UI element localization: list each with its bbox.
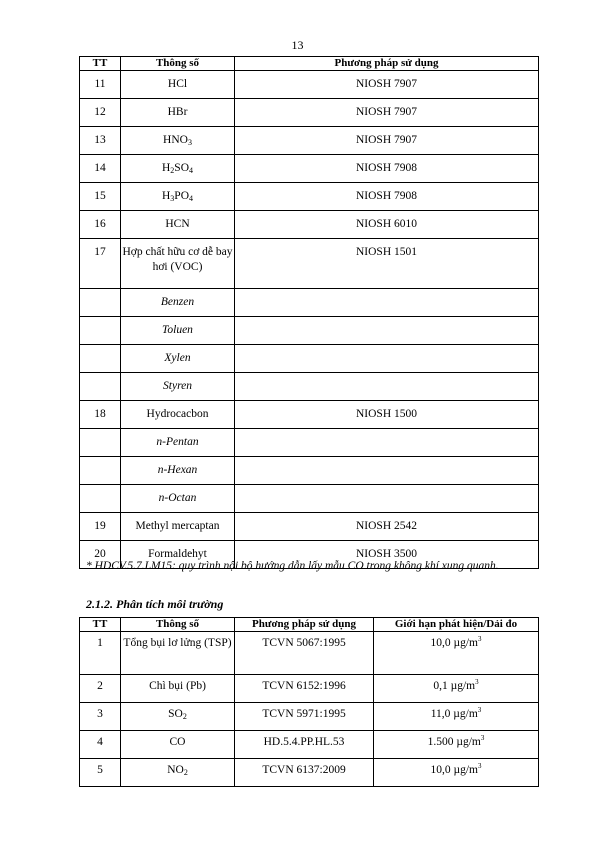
table-row xyxy=(80,485,539,513)
cell-tt: 3 xyxy=(80,703,121,731)
cell-method: HD.5.4.PP.HL.53 xyxy=(235,731,374,759)
unit-superscript: 3 xyxy=(477,706,482,714)
cell-method: NIOSH 7908 xyxy=(235,155,539,183)
formula-text: PO xyxy=(174,190,189,202)
cell-tt: 19 xyxy=(80,513,121,541)
limit-value: 10,0 xyxy=(430,637,451,649)
cell-tt: 17 xyxy=(80,239,121,289)
limit-unit: µg/m xyxy=(450,680,476,692)
cell-param: CO xyxy=(121,731,235,759)
table-row xyxy=(80,155,539,183)
formula-subscript: 2 xyxy=(183,768,188,777)
cell-param: Methyl mercaptan xyxy=(121,513,235,541)
limit-value: 10,0 xyxy=(430,764,451,776)
cell-tt: 18 xyxy=(80,401,121,429)
cell-tt xyxy=(80,289,121,317)
cell-limit xyxy=(374,731,539,759)
table-row xyxy=(80,183,539,211)
header-parameter: Thông số xyxy=(121,57,235,71)
cell-method: NIOSH 3500 xyxy=(235,541,539,569)
cell-param: Chì bụi (Pb) xyxy=(121,675,235,703)
header-tt: TT xyxy=(80,618,121,632)
table-row xyxy=(80,731,539,759)
limit-value: 1.500 xyxy=(427,736,454,748)
cell-method: NIOSH 6010 xyxy=(235,211,539,239)
cell-param: Toluen xyxy=(121,317,235,345)
cell-method xyxy=(235,373,539,401)
limit-value: 11,0 xyxy=(430,708,451,720)
cell-method: NIOSH 1500 xyxy=(235,401,539,429)
limit-unit: µg/m xyxy=(453,637,479,649)
cell-method xyxy=(235,457,539,485)
table-row xyxy=(80,703,539,731)
header-tt: TT xyxy=(80,57,121,71)
cell-param: HCl xyxy=(121,71,235,99)
cell-param: HBr xyxy=(121,99,235,127)
cell-tt: 2 xyxy=(80,675,121,703)
footnote: * HDCV.5.7.LM15: quy trình nội bộ hướng dẫn lấy mẫu CO trong không khí xung quanh. xyxy=(86,560,499,572)
cell-limit xyxy=(374,675,539,703)
cell-param: n-Pentan xyxy=(121,429,235,457)
formula-text: SO xyxy=(174,162,189,174)
unit-superscript: 3 xyxy=(480,734,485,742)
cell-param xyxy=(121,703,235,731)
table-row xyxy=(80,513,539,541)
cell-method: NIOSH 7907 xyxy=(235,127,539,155)
cell-limit xyxy=(374,632,539,675)
page-number: 13 xyxy=(291,38,304,52)
cell-method: TCVN 6137:2009 xyxy=(235,759,374,787)
cell-param: Styren xyxy=(121,373,235,401)
formula-text: SO xyxy=(168,708,183,720)
formula-text: HNO xyxy=(163,134,188,146)
formula-subscript: 2 xyxy=(182,712,187,721)
cell-tt: 5 xyxy=(80,759,121,787)
cell-param: n-Hexan xyxy=(121,457,235,485)
cell-method xyxy=(235,345,539,373)
cell-tt: 13 xyxy=(80,127,121,155)
formula-subscript: 3 xyxy=(170,194,175,203)
header-parameter: Thông số xyxy=(121,618,235,632)
formula-subscript: 3 xyxy=(187,138,192,147)
cell-param: Tổng bụi lơ lửng (TSP) xyxy=(121,632,235,675)
cell-tt xyxy=(80,429,121,457)
cell-tt: 15 xyxy=(80,183,121,211)
cell-param xyxy=(121,759,235,787)
table-row xyxy=(80,239,539,289)
header-detection-limit: Giới hạn phát hiện/Dải đo xyxy=(374,618,539,632)
cell-limit xyxy=(374,759,539,787)
unit-superscript: 3 xyxy=(478,762,482,770)
cell-method: NIOSH 7907 xyxy=(235,71,539,99)
cell-method: TCVN 5067:1995 xyxy=(235,632,374,675)
sampling-methods-table xyxy=(79,56,539,569)
table-row xyxy=(80,401,539,429)
cell-tt: 1 xyxy=(80,632,121,675)
limit-unit: µg/m xyxy=(453,764,479,776)
cell-tt: 12 xyxy=(80,99,121,127)
cell-tt xyxy=(80,373,121,401)
table-row xyxy=(80,211,539,239)
cell-tt xyxy=(80,457,121,485)
header-method: Phương pháp sử dụng xyxy=(235,618,374,632)
cell-param: n-Octan xyxy=(121,485,235,513)
cell-tt xyxy=(80,317,121,345)
cell-method xyxy=(235,317,539,345)
cell-method xyxy=(235,485,539,513)
table-row xyxy=(80,127,539,155)
table-header-row xyxy=(80,57,539,71)
unit-superscript: 3 xyxy=(478,635,482,643)
cell-param: Benzen xyxy=(121,289,235,317)
table-row xyxy=(80,759,539,787)
unit-superscript: 3 xyxy=(475,678,479,686)
formula-text: NO xyxy=(167,764,184,776)
cell-param xyxy=(121,127,235,155)
cell-method: NIOSH 7908 xyxy=(235,183,539,211)
analysis-methods-table xyxy=(79,617,539,787)
table-row xyxy=(80,429,539,457)
table-row xyxy=(80,289,539,317)
cell-method: NIOSH 2542 xyxy=(235,513,539,541)
cell-param: HCN xyxy=(121,211,235,239)
limit-value: 0,1 xyxy=(433,680,448,692)
formula-text: H xyxy=(161,162,171,174)
table-row xyxy=(80,99,539,127)
table-header-row xyxy=(80,618,539,632)
cell-method: NIOSH 7907 xyxy=(235,99,539,127)
cell-tt: 14 xyxy=(80,155,121,183)
cell-param: Formaldehyt xyxy=(121,541,235,569)
cell-param xyxy=(121,155,235,183)
formula-text: H xyxy=(161,190,171,202)
cell-tt: 4 xyxy=(80,731,121,759)
section-heading: 2.1.2. Phân tích môi trường xyxy=(86,597,224,611)
cell-method: NIOSH 1501 xyxy=(235,239,539,289)
cell-param: Hợp chất hữu cơ dễ bay hơi (VOC) xyxy=(121,239,235,289)
table-row xyxy=(80,373,539,401)
cell-tt: 20 xyxy=(80,541,121,569)
cell-method xyxy=(235,429,539,457)
cell-limit xyxy=(374,703,539,731)
cell-param xyxy=(121,183,235,211)
cell-method: TCVN 6152:1996 xyxy=(235,675,374,703)
table-row xyxy=(80,675,539,703)
formula-subscript: 4 xyxy=(189,194,193,203)
cell-method: TCVN 5971:1995 xyxy=(235,703,374,731)
cell-param: Xylen xyxy=(121,345,235,373)
table-row xyxy=(80,457,539,485)
table-row xyxy=(80,632,539,675)
cell-tt: 16 xyxy=(80,211,121,239)
table-row xyxy=(80,317,539,345)
cell-tt: 11 xyxy=(80,71,121,99)
cell-tt xyxy=(80,345,121,373)
table-row xyxy=(80,345,539,373)
limit-unit: µg/m xyxy=(456,736,481,748)
header-method: Phương pháp sử dụng xyxy=(235,57,539,71)
cell-method xyxy=(235,289,539,317)
formula-subscript: 4 xyxy=(189,166,193,175)
formula-subscript: 2 xyxy=(170,166,175,175)
table-row xyxy=(80,71,539,99)
cell-tt xyxy=(80,485,121,513)
limit-unit: µg/m xyxy=(453,708,478,720)
cell-param: Hydrocacbon xyxy=(121,401,235,429)
